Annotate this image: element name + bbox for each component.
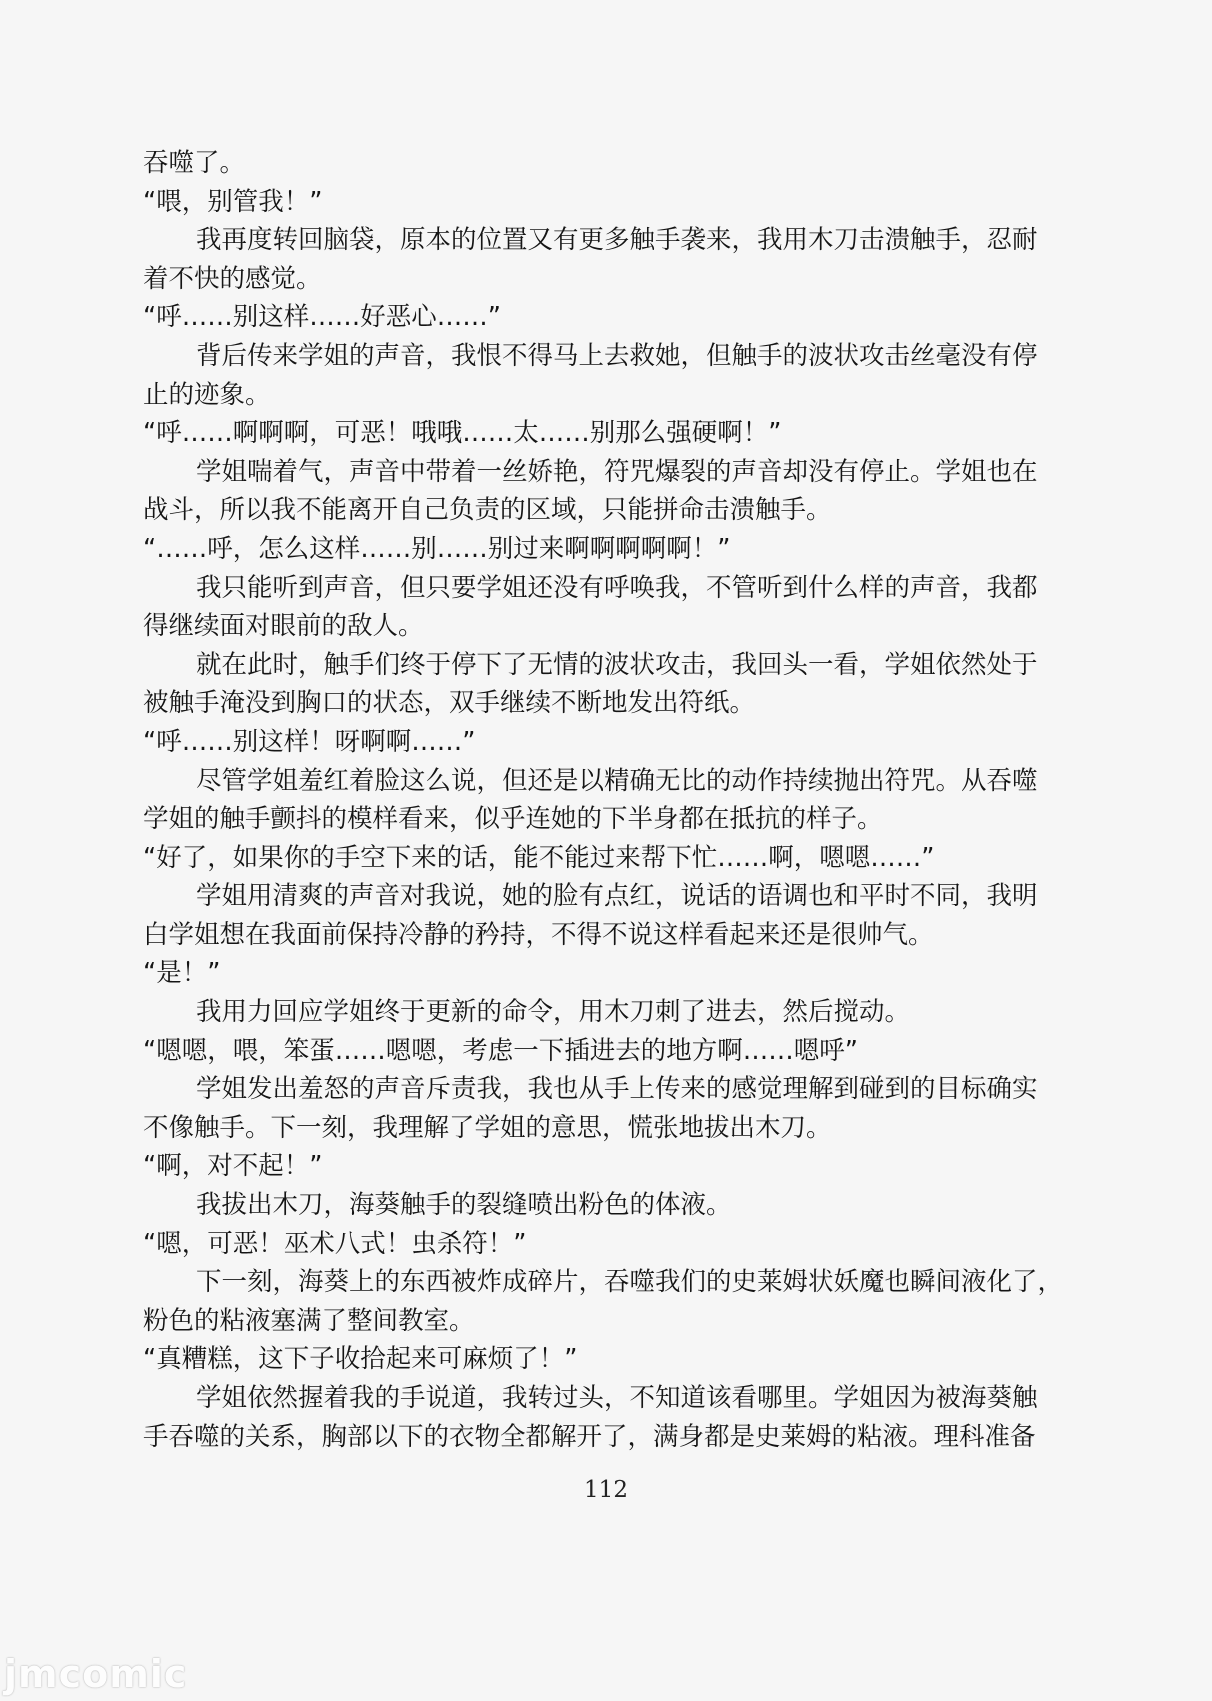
text-line: 学姐依然握着我的手说道，我转过头，不知道该看哪里。学姐因为被海葵触 bbox=[196, 1383, 1038, 1413]
text-line: 吞噬了。 bbox=[143, 148, 246, 178]
text-line: 学姐发出羞怒的声音斥责我，我也从手上传来的感觉理解到碰到的目标确实 bbox=[196, 1074, 1038, 1105]
text-line: “……呼，怎么这样……别……别过来啊啊啊啊啊！” bbox=[143, 533, 731, 564]
text-line: “呼……别这样……好恶心……” bbox=[143, 302, 501, 333]
text-line: 背后传来学姐的声音，我恨不得马上去救她，但触手的波状攻击丝毫没有停 bbox=[196, 340, 1038, 371]
text-line: “呼……啊啊啊，可恶！哦哦……太……别那么强硬啊！” bbox=[143, 418, 782, 449]
text-line: 我用力回应学姐终于更新的命令，用木刀刺了进去，然后搅动。 bbox=[196, 997, 911, 1028]
page-number: 112 bbox=[584, 1477, 628, 1503]
text-line: 我拔出木刀，海葵触手的裂缝喷出粉色的体液。 bbox=[196, 1190, 732, 1221]
text-line: 学姐喘着气，声音中带着一丝娇艳，符咒爆裂的声音却没有停止。学姐也在 bbox=[196, 456, 1038, 487]
text-line: 尽管学姐羞红着脸这么说，但还是以精确无比的动作持续抛出符咒。从吞噬 bbox=[196, 765, 1038, 796]
body-text bbox=[143, 144, 1093, 1456]
text-line: 我只能听到声音，但只要学姐还没有呼唤我，不管听到什么样的声音，我都 bbox=[196, 572, 1038, 603]
text-line: “嗯嗯，喂，笨蛋……嗯嗯，考虑一下插进去的地方啊……嗯呼” bbox=[143, 1035, 858, 1066]
text-line: 学姐的触手颤抖的模样看来，似乎连她的下半身都在抵抗的样子。 bbox=[143, 804, 883, 835]
text-line: “是！” bbox=[143, 958, 221, 989]
text-line: 学姐用清爽的声音对我说，她的脸有点红，说话的语调也和平时不同，我明 bbox=[196, 881, 1038, 912]
text-line: 白学姐想在我面前保持冷静的矜持，不得不说这样看起来还是很帅气。 bbox=[143, 919, 934, 950]
text-line: “好了，如果你的手空下来的话，能不能过来帮下忙……啊，嗯嗯……” bbox=[143, 842, 935, 873]
text-line: 下一刻，海葵上的东西被炸成碎片，吞噬我们的史莱姆状妖魔也瞬间液化了， bbox=[196, 1267, 1064, 1298]
text-line: 不像触手。下一刻，我理解了学姐的意思，慌张地拔出木刀。 bbox=[143, 1112, 832, 1143]
text-line: “嗯，可恶！巫术八式！虫杀符！” bbox=[143, 1228, 527, 1259]
text-line: 着不快的感觉。 bbox=[143, 263, 322, 294]
text-line: “喂，别管我！” bbox=[143, 186, 323, 217]
watermark-logo: jmcomic bbox=[4, 1652, 188, 1696]
text-line: 被触手淹没到胸口的状态，双手继续不断地发出符纸。 bbox=[143, 688, 756, 719]
text-line: 战斗，所以我不能离开自己负责的区域，只能拼命击溃触手。 bbox=[143, 495, 832, 526]
text-line: “真糟糕，这下子收拾起来可麻烦了！” bbox=[143, 1344, 578, 1375]
text-line: 得继续面对眼前的敌人。 bbox=[143, 611, 424, 642]
text-line: “啊，对不起！” bbox=[143, 1151, 323, 1182]
text-line: 止的迹象。 bbox=[143, 379, 271, 410]
text-line: 就在此时，触手们终于停下了无情的波状攻击，我回头一看，学姐依然处于 bbox=[196, 649, 1038, 680]
text-line: “呼……别这样！呀啊啊……” bbox=[143, 726, 476, 757]
text-line: 粉色的粘液塞满了整间教室。 bbox=[143, 1305, 475, 1336]
text-line: 手吞噬的关系，胸部以下的衣物全都解开了，满身都是史莱姆的粘液。理科准备 bbox=[143, 1421, 1036, 1452]
text-line: 我再度转回脑袋，原本的位置又有更多触手袭来，我用木刀击溃触手，忍耐 bbox=[196, 225, 1038, 256]
